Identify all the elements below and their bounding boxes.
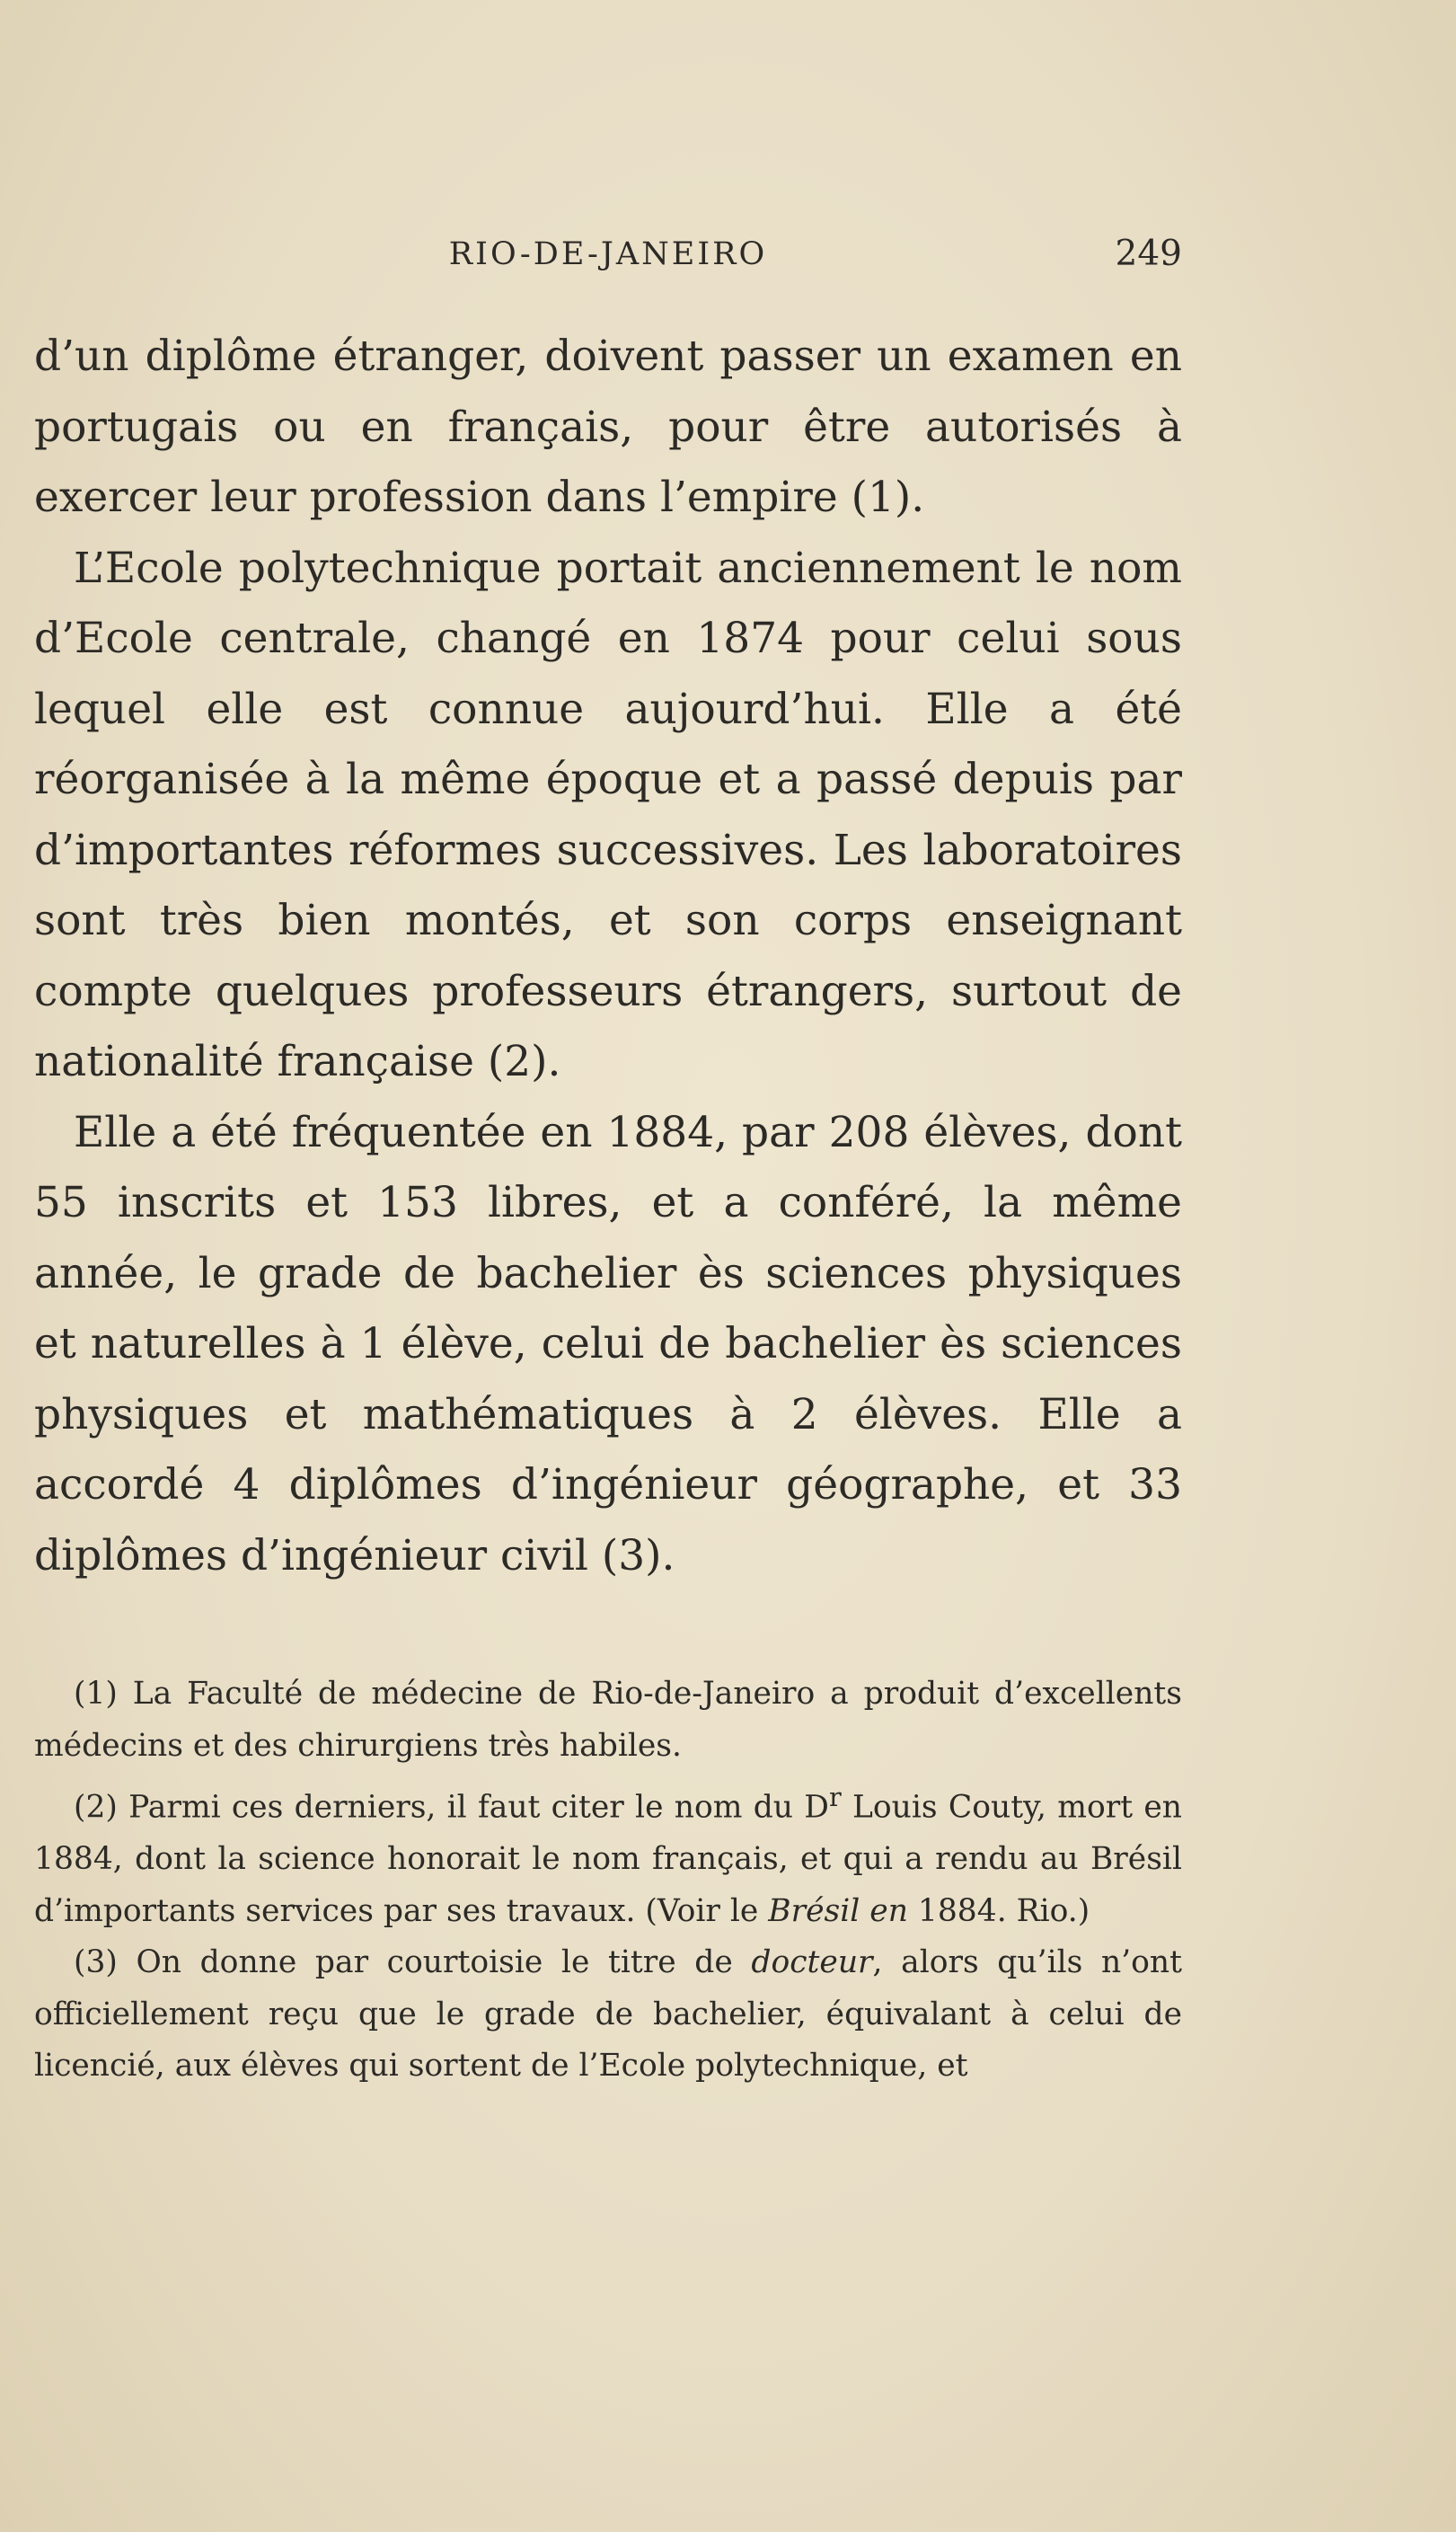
- footnote-2-italic: Brésil en: [768, 1892, 908, 1929]
- paragraph-1: d’un diplôme étranger, doivent passer un examen en portugais ou en français, pour être autorisés à exercer leur profession dans l’empire (1).: [34, 332, 1182, 522]
- footnote-2: [34, 1772, 1182, 1937]
- running-title: RIO-DE-JANEIRO: [448, 236, 768, 272]
- footnote-3-italic: docteur: [751, 1944, 873, 1980]
- footnote-1: (1) La Faculté de médecine de Rio-de-Janeiro a produit d’excellents médecins et des chirurgiens très habiles.: [34, 1676, 1182, 1764]
- page-header: [34, 232, 1182, 277]
- paragraph-3: Elle a été fréquentée en 1884, par 208 élèves, dont 55 inscrits et 153 libres, et a conféré, la même année, le grade de bachelier ès sciences physiques et naturelles à 1 élève, celui de bachelier ès sciences physiques et mathématiques à 2 élèves. Elle a accordé 4 diplômes d’ingénieur géographe, et 33 diplômes d’ingénieur civil (3).: [34, 1107, 1182, 1580]
- page-number: 249: [1115, 234, 1182, 274]
- footnote-2-text-a: (2) Parmi ces derniers, il faut citer le nom du D: [74, 1789, 829, 1826]
- footnote-3-text-a: (3) On donne par courtoisie le titre de: [74, 1944, 752, 1980]
- footnote-2-text-c: 1884. Rio.): [907, 1892, 1090, 1929]
- main-text: [34, 322, 1182, 1591]
- footnote-2-text-b: Louis Couty, mort en 1884, dont la science honorait le nom français, et qui a rendu au Brésil d’importants services par ses travaux. (Voir le: [34, 1789, 1182, 1929]
- footnote-3: [34, 1937, 1182, 2093]
- footnote-2-superscript: r: [828, 1782, 842, 1812]
- footnote-3-text-b: , alors qu’ils n’ont officiellement reçu que le grade de bachelier, équivalant à celui de licencié, aux élèves qui sortent de l’Ecole polytechnique, et: [34, 1944, 1182, 2084]
- footnotes: [34, 1669, 1182, 2093]
- paragraph-2: L’Ecole polytechnique portait anciennement le nom d’Ecole centrale, changé en 1874 pour celui sous lequel elle est connue aujourd’hui. Elle a été réorganisée à la même époque et a passé depuis par d’importantes réformes successives. Les laboratoires sont très bien montés, et son corps enseignant compte quelques professeurs étrangers, surtout de nationalité française (2).: [34, 543, 1182, 1086]
